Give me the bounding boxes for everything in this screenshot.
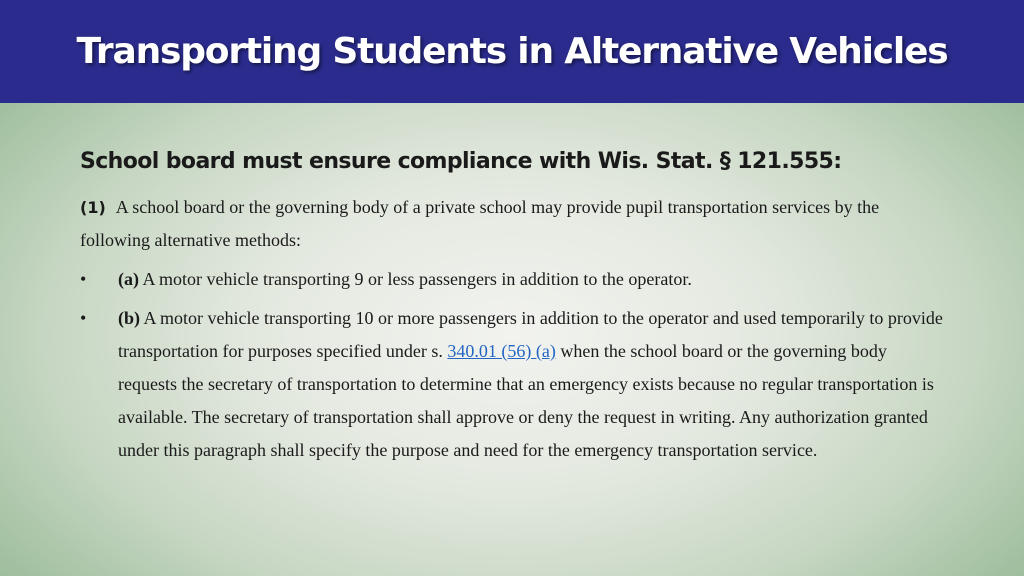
bullet-icon: • [80, 308, 87, 328]
statute-link[interactable]: 340.01 (56) (a) [447, 341, 556, 361]
alternative-methods-list [80, 263, 950, 467]
list-item-b [80, 302, 950, 467]
bullet-icon: • [80, 269, 87, 289]
slide-title: Transporting Students in Alternative Vehicles [76, 31, 948, 72]
item-label-b: (b) [118, 308, 140, 328]
slide-content [80, 143, 950, 473]
item-text-b-before: A motor vehicle transporting 10 or more passengers in addition to the operator and used temporarily to provide transportation for purposes specified under s. [118, 308, 943, 361]
item-label-a: (a) [118, 269, 139, 289]
title-bar [0, 0, 1024, 103]
item-text-b-after: when the school board or the governing body requests the secretary of transportation to determine that an emergency exists because no regular transportation is available. The secretary of transportation shall approve or deny the request in writing. Any authorization granted under this paragraph shall specify the purpose and need for the emergency transportation service. [118, 341, 934, 460]
paragraph-number: (1) [80, 198, 106, 217]
subheading: School board must ensure compliance with Wis. Stat. § 121.555: [80, 149, 842, 174]
item-text-a: A motor vehicle transporting 9 or less passengers in addition to the operator. [139, 269, 692, 289]
paragraph-text: A school board or the governing body of a private school may provide pupil transportation services by the following alternative methods: [80, 197, 880, 250]
list-item-a [80, 263, 950, 296]
statute-paragraph [80, 191, 950, 257]
